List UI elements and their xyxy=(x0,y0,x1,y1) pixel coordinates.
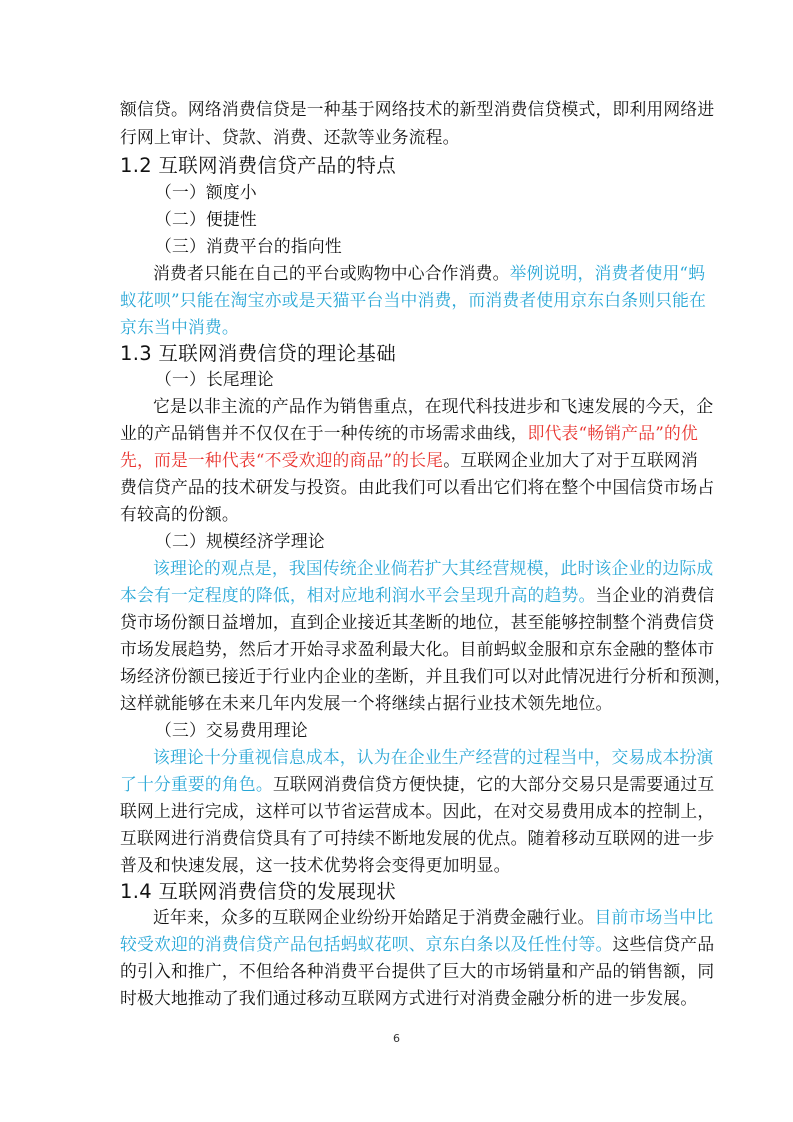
paragraph-line xyxy=(120,126,460,148)
highlighted-paragraph-line: 蚁花呗”只能在淘宝亦或是天猫平台当中消费，而消费者使用京东白条则只能在 xyxy=(120,290,707,310)
text-run: 当企业的消费信 xyxy=(595,585,715,605)
paragraph-line: 普及和快速发展，这一技术优势将会变得更加明显。 xyxy=(120,855,511,875)
text-run: 这些信贷产品 xyxy=(612,934,715,954)
text-run: 行网上审计、贷款、消费、还款等业务流程。 xyxy=(120,127,460,147)
paragraph-line xyxy=(120,933,714,955)
text-run: 业的产品销售并不仅仅在于一种传统的市场需求曲线， xyxy=(120,423,528,443)
section-heading-1-3: 1.3 互联网消费信贷的理论基础 xyxy=(120,342,397,365)
paragraph-line: 它是以非主流的产品作为销售重点，在现代科技进步和飞速发展的今天，企 xyxy=(153,396,714,416)
section-heading-1-4: 1.4 互联网消费信贷的发展现状 xyxy=(120,880,397,903)
paragraph-line xyxy=(153,906,713,928)
paragraph-line: 费信贷产品的技术研发与投资。由此我们可以看出它们将在整个中国信贷市场占 xyxy=(120,477,715,497)
paragraph-line: 时极大地推动了我们通过移动互联网方式进行对消费金融分析的进一步发展。 xyxy=(120,988,698,1008)
paragraph-line: 市场发展趋势，然后才开始寻求盈利最大化。目前蚂蚁金服和京东金融的整体市 xyxy=(120,639,715,659)
highlighted-text: 了十分重要的角色。 xyxy=(120,774,273,794)
highlighted-text: 先，而是一种代表“不受欢迎的商品”的长尾 xyxy=(120,450,444,470)
highlighted-text: 举例说明，消费者使用“蚂 xyxy=(509,263,706,283)
highlighted-text: 目前市场当中比 xyxy=(594,907,714,927)
section-heading-1-2: 1.2 互联网消费信贷产品的特点 xyxy=(120,154,397,177)
list-item: （一）额度小 xyxy=(155,182,257,202)
page-number: 6 xyxy=(393,1032,400,1045)
highlighted-text: 本会有一定程度的降低，相对应地利润水平会呈现升高的趋势。 xyxy=(120,585,596,605)
highlighted-text: 即代表“畅销产品”的优 xyxy=(527,423,698,443)
text-run: 消费者只能在自己的平台或购物中心合作消费。 xyxy=(153,263,510,283)
paragraph-line: 贷市场份额日益增加，直到企业接近其垄断的地位，甚至能够控制整个消费信贷 xyxy=(120,612,715,632)
paragraph-line xyxy=(120,773,714,795)
paragraph-line: 场经济份额已接近于行业内企业的垄断，并且我们可以对此情况进行分析和预测， xyxy=(120,666,732,686)
subsection-heading: （三）交易费用理论 xyxy=(155,720,308,740)
paragraph-line xyxy=(153,262,705,284)
subsection-heading: （一）长尾理论 xyxy=(155,369,274,389)
list-item: （二）便捷性 xyxy=(155,209,257,229)
paragraph-line: 互联网进行消费信贷具有了可持续不断地发展的优点。随着移动互联网的进一步 xyxy=(120,828,715,848)
paragraph-line xyxy=(120,449,698,471)
highlighted-paragraph-line: 该理论十分重视信息成本，认为在企业生产经营的过程当中，交易成本扮演 xyxy=(153,747,714,767)
paragraph-line xyxy=(120,584,714,606)
paragraph-line xyxy=(120,98,714,120)
paragraph-line: 这样就能够在未来几年内发展一个将继续占据行业技术领先地位。 xyxy=(120,693,613,713)
paragraph-line xyxy=(120,422,698,444)
text-run: 额信贷。网络消费信贷是一种基于网络技术的新型消费信贷模式，即利用网络进 xyxy=(120,99,715,119)
text-run: 。互联网企业加大了对于互联网消 xyxy=(443,450,698,470)
highlighted-text: 较受欢迎的消费信贷产品包括蚂蚁花呗、京东白条以及任性付等。 xyxy=(120,934,613,954)
paragraph-line: 联网上进行完成，这样可以节省运营成本。因此，在对交易费用成本的控制上， xyxy=(120,801,715,821)
highlighted-paragraph-line: 京东当中消费。 xyxy=(120,317,239,337)
highlighted-paragraph-line: 该理论的观点是，我国传统企业倘若扩大其经营规模，此时该企业的边际成 xyxy=(153,558,714,578)
paragraph-line: 的引入和推广，不但给各种消费平台提供了巨大的市场销量和产品的销售额，同 xyxy=(120,961,715,981)
list-item: （三）消费平台的指向性 xyxy=(155,236,342,256)
subsection-heading: （二）规模经济学理论 xyxy=(155,531,325,551)
text-run: 互联网消费信贷方便快捷，它的大部分交易只是需要通过互 xyxy=(272,774,715,794)
paragraph-line: 有较高的份额。 xyxy=(120,504,239,524)
text-run: 近年来，众多的互联网企业纷纷开始踏足于消费金融行业。 xyxy=(153,907,595,927)
